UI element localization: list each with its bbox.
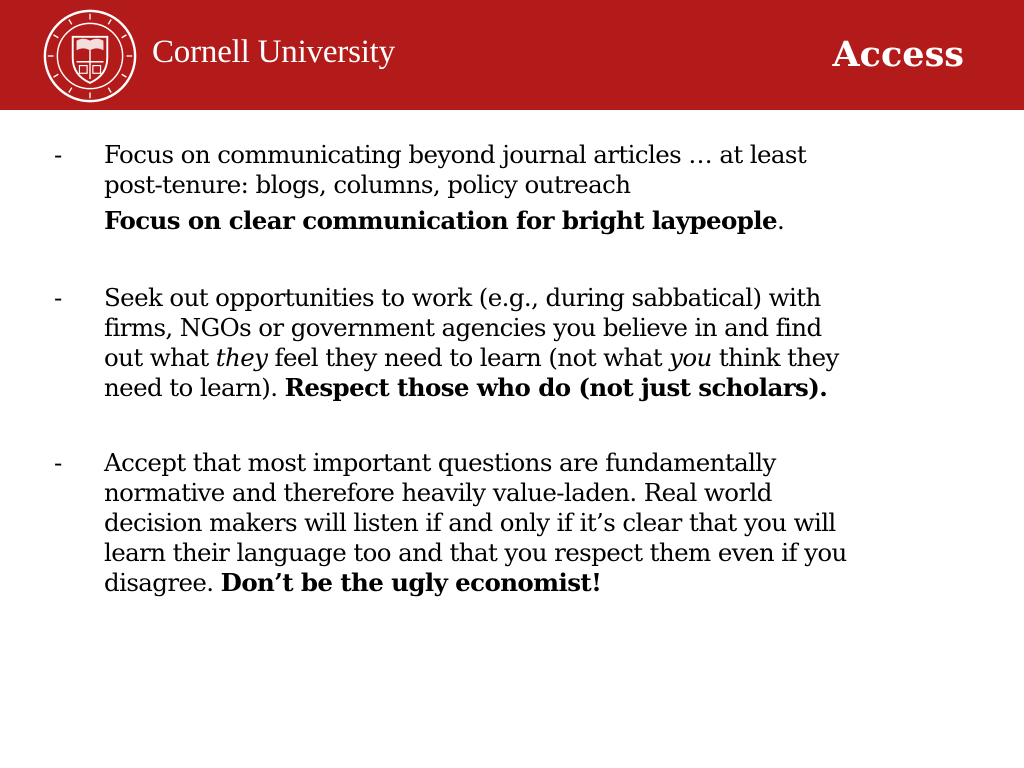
bullet-1-emphasis-line <box>104 206 784 236</box>
bullet-2-they-emphasis: they <box>215 343 268 372</box>
bullet-3-line-5-a: disagree. <box>104 568 221 597</box>
bullet-2-line-3-c: think they <box>711 343 839 372</box>
bullet-2-line-4 <box>104 373 1004 403</box>
bullet-2-line-3-b: feel they need to learn (not what <box>267 343 670 372</box>
bullet-3-line-2: normative and therefore heavily value-laden. Real world <box>104 478 772 507</box>
bullet-3 <box>104 448 1004 598</box>
cornell-wordmark: Cornell University <box>152 34 395 70</box>
bullet-2-line-3-a: out what <box>104 343 216 372</box>
bullet-dash: - <box>54 140 63 169</box>
bullet-2-bold-statement: Respect those who do (not just scholars). <box>284 373 828 402</box>
bullet-1-line-2: post-tenure: blogs, columns, policy outreach <box>104 170 631 199</box>
bullet-3-line-1: Accept that most important questions are fundamentally <box>104 448 776 477</box>
bullet-1-line-1: Focus on communicating beyond journal articles … at least <box>104 140 807 169</box>
bullet-2-you-emphasis: you <box>669 343 712 372</box>
bullet-3-line-5 <box>104 568 1004 598</box>
bullet-2-line-4-a: need to learn). <box>104 373 285 402</box>
bullet-1-emphasis-tail: . <box>776 206 785 235</box>
bullet-dash: - <box>54 283 63 312</box>
slide-title: Access <box>832 34 964 75</box>
bullet-3-line-4: learn their language too and that you respect them even if you <box>104 538 847 567</box>
bullet-1-emphasis: Focus on clear communication for bright laypeople <box>104 206 777 235</box>
bullet-1 <box>104 140 1004 200</box>
bullet-2 <box>104 283 1004 403</box>
bullet-2-line-1: Seek out opportunities to work (e.g., during sabbatical) with <box>104 283 821 312</box>
bullet-3-line-3: decision makers will listen if and only if it’s clear that you will <box>104 508 836 537</box>
bullet-2-line-3 <box>104 343 1004 373</box>
bullet-2-line-2: firms, NGOs or government agencies you believe in and find <box>104 313 822 342</box>
bullet-3-bold-statement: Don’t be the ugly economist! <box>220 568 602 597</box>
bullet-dash: - <box>54 448 63 477</box>
